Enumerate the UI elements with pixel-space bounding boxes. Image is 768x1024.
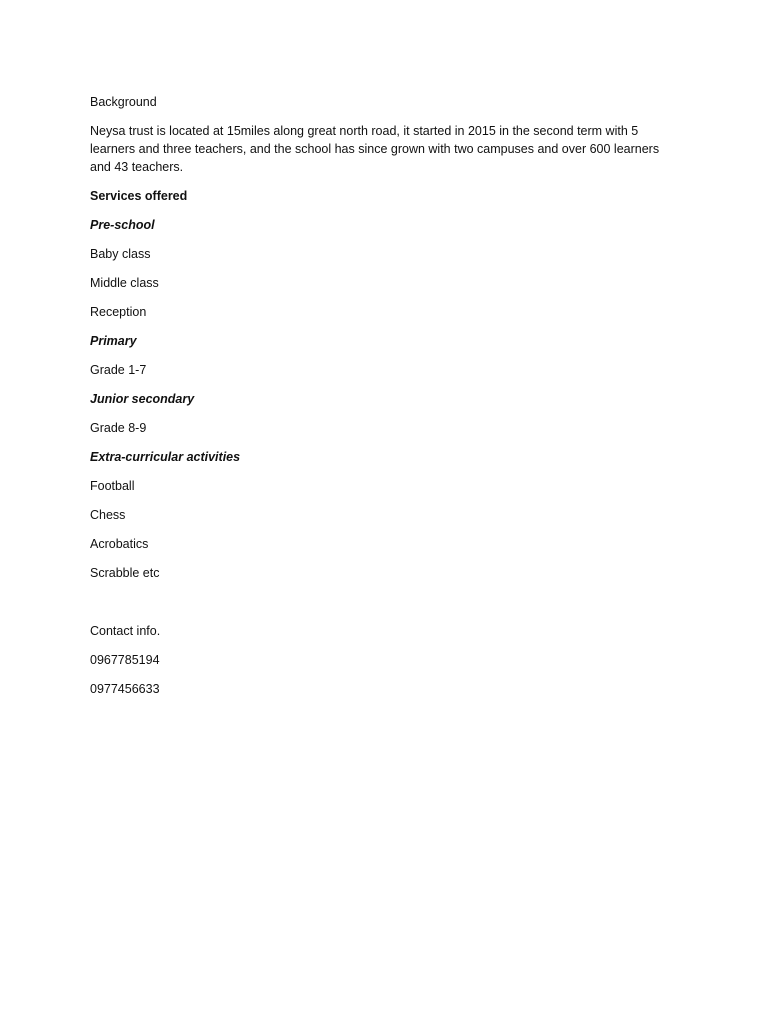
preschool-item-baby-class: Baby class xyxy=(90,247,151,261)
preschool-item-reception: Reception xyxy=(90,305,147,319)
contact-phone-1: 0967785194 xyxy=(90,653,160,667)
background-heading: Background xyxy=(90,95,157,109)
extra-curricular-heading: Extra-curricular activities xyxy=(90,450,241,464)
contact-phone-2: 0977456633 xyxy=(90,682,160,696)
junior-secondary-heading: Junior secondary xyxy=(90,392,195,406)
services-heading: Services offered xyxy=(90,189,188,203)
contact-heading: Contact info. xyxy=(90,624,161,638)
activity-item-chess: Chess xyxy=(90,508,126,522)
primary-item-grades: Grade 1-7 xyxy=(90,363,147,377)
primary-heading: Primary xyxy=(90,334,137,348)
blank-line xyxy=(90,593,680,622)
junior-secondary-item-grades: Grade 8-9 xyxy=(90,421,147,435)
background-paragraph: Neysa trust is located at 15miles along great north road, it started in 2015 in the second term with 5 learners and three teachers, and the school has since grown with two campuses and over 600 learners and 43 teachers. xyxy=(90,124,660,174)
activity-item-football: Football xyxy=(90,479,135,493)
activity-item-acrobatics: Acrobatics xyxy=(90,537,149,551)
preschool-heading: Pre-school xyxy=(90,218,155,232)
document-body xyxy=(90,93,680,709)
activity-item-scrabble: Scrabble etc xyxy=(90,566,160,580)
preschool-item-middle-class: Middle class xyxy=(90,276,159,290)
